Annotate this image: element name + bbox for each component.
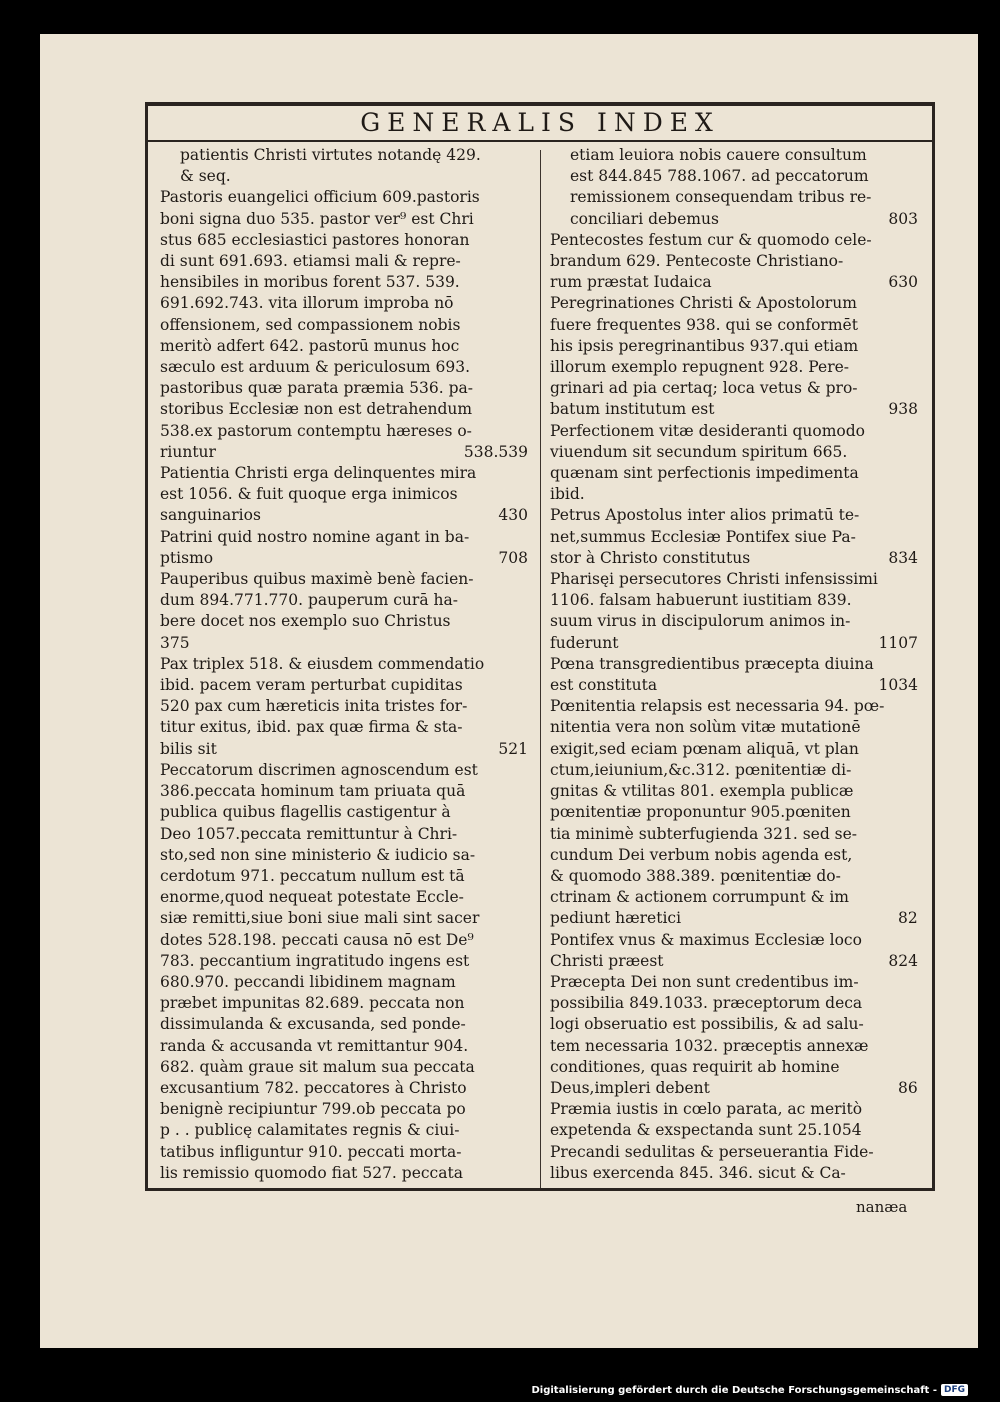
entry-line: 1106. falsam habuerunt iustitiam 839. — [550, 591, 852, 610]
entry-line: præbet impunitas 82.689. peccata non — [160, 994, 465, 1013]
entry-line: etiam leuiora nobis cauere consultum — [570, 146, 867, 164]
entry-last-line — [160, 505, 528, 526]
entry-line: ibid. pacem veram perturbat cupiditas — [160, 676, 463, 695]
entry-line: est 844.845 788.1067. ad peccatorum — [570, 167, 869, 186]
entry-text: rum præstat Iudaica — [550, 273, 712, 292]
index-entry — [550, 293, 918, 420]
entry-line: stus 685 ecclesiastici pastores honoran — [160, 230, 470, 249]
page-reference: 938 — [888, 400, 918, 419]
entry-line: meritò adfert 642. pastorū munus hoc — [160, 336, 460, 355]
entry-line: 386.peccata hominum tam priuata quā — [160, 782, 466, 801]
entry-line: siæ remitti,siue boni siue mali sint sacer — [160, 909, 480, 928]
frame-rule-right — [932, 102, 935, 1190]
entry-line: exigit,sed eciam pœnam aliquā, vt plan — [550, 739, 859, 758]
entry-text: pediunt hæretici — [550, 909, 682, 928]
page-reference: 1034 — [878, 676, 918, 695]
entry-line: libus exercenda 845. 346. sicut & Ca- — [550, 1163, 846, 1182]
entry-line: expetenda & exspectanda sunt 25.1054 — [550, 1121, 862, 1140]
entry-line: Deo 1057.peccata remittuntur à Chri- — [160, 824, 458, 843]
entry-line: quænam sint perfectionis impedimenta — [550, 464, 859, 483]
entry-last-line — [550, 548, 918, 569]
entry-last-line — [570, 209, 918, 230]
index-entry — [160, 463, 528, 527]
entry-line: 783. peccantium ingratitudo ingens est — [160, 951, 470, 970]
entry-line: sto,sed non sine ministerio & iudicio sa- — [160, 845, 476, 864]
entry-line: his ipsis peregrinantibus 937.qui etiam — [550, 336, 859, 355]
entry-line: gnitas & vtilitas 801. exempla publicæ — [550, 782, 854, 801]
entry-last-line: Deus,impleri debent 86 — [550, 1078, 918, 1097]
entry-line: offensionem, sed compassionem nobis — [160, 315, 461, 334]
entry-line: viuendum sit secundum spiritum 665. — [550, 442, 848, 461]
entry-line: 680.970. peccandi libidinem magnam — [160, 972, 456, 991]
index-entry — [550, 569, 918, 654]
index-entry — [550, 1099, 918, 1141]
left-column — [160, 145, 528, 1187]
entry-line: net,summus Ecclesiæ Pontifex siue Pa- — [550, 527, 856, 546]
entry-line: enorme,quod nequeat potestate Eccle- — [160, 888, 464, 907]
entry-line: Præmia iustis in cœlo parata, ac meritò — [550, 1100, 863, 1119]
index-entry — [160, 569, 528, 654]
footer-text: Digitalisierung gefördert durch die Deutsche Forschungsgemeinschaft - — [531, 1384, 937, 1396]
index-entry — [550, 145, 918, 230]
entry-line: tatibus infliguntur 910. peccati morta- — [160, 1142, 462, 1161]
index-entry — [550, 421, 918, 506]
column-divider — [540, 150, 541, 1188]
entry-line: cundum Dei verbum nobis agenda est, — [550, 845, 853, 864]
entry-text: bilis sit — [160, 739, 217, 758]
entry-line: boni signa duo 535. pastor ver⁹ est Chri — [160, 209, 474, 228]
page-reference: 430 — [498, 506, 528, 525]
frame-rule-bottom — [145, 1188, 935, 1191]
entry-line: tem necessaria 1032. præceptis annexæ — [550, 1036, 869, 1055]
entry-line: suum virus in discipulorum animos in- — [550, 612, 851, 631]
entry-line: Petrus Apostolus inter alios primatū te- — [550, 506, 860, 525]
entry-line: pastoribus quæ parata præmia 536. pa- — [160, 379, 474, 398]
index-entry — [550, 696, 918, 929]
catchword: nanæa — [856, 1198, 908, 1216]
entry-text: conciliari debemus — [570, 209, 719, 228]
entry-line: Pastoris euangelici officium 609.pastoris — [160, 188, 480, 207]
entry-text: fuderunt — [550, 633, 619, 652]
entry-line: Pontifex vnus & maximus Ecclesiæ loco — [550, 930, 862, 949]
entry-line: dotes 528.198. peccati causa nō est De⁹ — [160, 930, 474, 949]
index-entry — [160, 654, 528, 760]
entry-line: possibilia 849.1033. præceptorum deca — [550, 994, 863, 1013]
frame-rule-top — [145, 102, 935, 106]
entry-line: cerdotum 971. peccatum nullum est tā — [160, 866, 465, 885]
index-entry — [160, 145, 528, 187]
entry-line: pœnitentiæ proponuntur 905.pœniten — [550, 803, 851, 822]
entry-line: 538.ex pastorum contemptu hæreses o- — [160, 421, 472, 440]
entry-text: est constituta — [550, 676, 658, 695]
page-reference: 521 — [498, 739, 528, 758]
entry-line: 691.692.743. vita illorum improba nō — [160, 294, 454, 313]
index-entry — [160, 527, 528, 569]
entry-text: sanguinarios — [160, 506, 261, 525]
entry-line: Pentecostes festum cur & quomodo cele- — [550, 230, 872, 249]
entry-line: p . . publicę calamitates regnis & ciui- — [160, 1121, 460, 1140]
entry-line: Precandi sedulitas & perseuerantia Fide- — [550, 1142, 874, 1161]
entry-line: hensibiles in moribus forent 537. 539. — [160, 273, 460, 292]
entry-line: conditiones, quas requirit ab homine — [550, 1057, 840, 1076]
page-reference: 824 — [888, 951, 918, 970]
page-reference: 834 — [888, 548, 918, 567]
frame-rule-left — [145, 102, 148, 1190]
entry-line: patientis Christi virtutes notandę 429. — [180, 146, 481, 164]
entry-line: brandum 629. Pentecoste Christiano- — [550, 252, 844, 271]
entry-last-line — [160, 442, 528, 463]
entry-line: di sunt 691.693. etiamsi mali & repre- — [160, 252, 461, 271]
index-entry — [550, 972, 918, 1099]
entry-line: Præcepta Dei non sunt credentibus im- — [550, 972, 859, 991]
entry-line: storibus Ecclesiæ non est detrahendum — [160, 400, 473, 419]
entry-last-line — [160, 548, 528, 569]
index-entry — [550, 230, 918, 294]
index-entry — [550, 930, 918, 972]
entry-last-line — [550, 272, 918, 293]
index-entry — [550, 505, 918, 569]
entry-line: 682. quàm graue sit malum sua peccata — [160, 1057, 475, 1076]
entry-line: benignè recipiuntur 799.ob peccata po — [160, 1100, 466, 1119]
entry-line: ibid. — [550, 485, 585, 504]
dfg-logo: DFG — [941, 1384, 968, 1396]
entry-last-line: pediunt hæretici 82 — [550, 909, 918, 928]
entry-line: & quomodo 388.389. pœnitentiæ do- — [550, 866, 841, 885]
entry-line: ctrinam & actionem corrumpunt & im — [550, 888, 850, 907]
page-reference: 1107 — [878, 633, 918, 652]
entry-last-line — [160, 739, 528, 760]
entry-last-line — [550, 951, 918, 972]
running-header: GENERALIS INDEX — [360, 108, 720, 137]
entry-line: grinari ad pia certaq; loca vetus & pro- — [550, 379, 858, 398]
entry-line: Patientia Christi erga delinquentes mira — [160, 464, 477, 483]
entry-line: ctum,ieiunium,&c.312. pœnitentiæ di- — [550, 760, 852, 779]
entry-line: 520 pax cum hæreticis inita tristes for- — [160, 697, 468, 716]
entry-line: Peregrinationes Christi & Apostolorum — [550, 294, 857, 313]
entry-line: sæculo est arduum & periculosum 693. — [160, 358, 471, 377]
index-entry — [160, 760, 528, 1184]
entry-text: Christi præest — [550, 951, 664, 970]
entry-last-line — [550, 633, 918, 654]
entry-line: est 1056. & fuit quoque erga inimicos — [160, 485, 458, 504]
entry-line: illorum exemplo repugnent 928. Pere- — [550, 358, 850, 377]
entry-line: remissionem consequendam tribus re- — [570, 188, 872, 207]
entry-line: tia minimè subterfugienda 321. sed se- — [550, 824, 858, 843]
entry-line: Pax triplex 518. & eiusdem commendatio — [160, 654, 485, 673]
entry-line: excusantium 782. peccatores à Christo — [160, 1078, 467, 1097]
page-reference: 708 — [498, 548, 528, 567]
entry-line: Pauperibus quibus maximè benè facien- — [160, 570, 474, 589]
entry-line: 375 — [160, 633, 190, 652]
page-reference: 630 — [888, 273, 918, 292]
index-entry — [550, 654, 918, 696]
entry-line: Pœna transgredientibus præcepta diuina — [550, 654, 874, 673]
entry-line: Peccatorum discrimen agnoscendum est — [160, 760, 478, 779]
entry-text: batum institutum est — [550, 400, 715, 419]
entry-last-line — [550, 675, 918, 696]
entry-line: bere docet nos exemplo suo Christus — [160, 612, 451, 631]
entry-line: Pœnitentia relapsis est necessaria 94. pœ- — [550, 697, 885, 716]
entry-line: & seq. — [180, 167, 231, 186]
entry-line: publica quibus flagellis castigentur à — [160, 803, 451, 822]
entry-line: Patrini quid nostro nomine agant in ba- — [160, 527, 470, 546]
entry-text: ptismo — [160, 548, 214, 567]
page-reference: 538.539 — [463, 442, 528, 461]
entry-text: stor à Christo constitutus — [550, 548, 751, 567]
page-reference: 803 — [888, 209, 918, 228]
entry-line: lis remissio quomodo fiat 527. peccata — [160, 1163, 463, 1182]
entry-last-line — [550, 399, 918, 420]
entry-line: fuere frequentes 938. qui se conformēt — [550, 315, 858, 334]
entry-text: riuntur — [160, 442, 216, 461]
entry-text: Deus,impleri debent — [550, 1078, 710, 1097]
entry-line: logi obseruatio est possibilis, & ad salu- — [550, 1015, 864, 1034]
entry-line: titur exitus, ibid. pax quæ firma & sta- — [160, 718, 463, 737]
digitization-footer — [531, 1381, 968, 1399]
header-rule — [145, 140, 935, 142]
entry-line: Pharisęi persecutores Christi infensissimi — [550, 570, 878, 589]
entry-line: dum 894.771.770. pauperum curā ha- — [160, 591, 458, 610]
entry-line: nitentia vera non solùm vitæ mutationē — [550, 718, 861, 737]
index-entry — [160, 187, 528, 463]
entry-line: dissimulanda & excusanda, sed ponde- — [160, 1015, 466, 1034]
right-column — [550, 145, 918, 1187]
entry-line: randa & accusanda vt remittantur 904. — [160, 1036, 469, 1055]
entry-line: Perfectionem vitæ desideranti quomodo — [550, 421, 866, 440]
index-entry — [550, 1142, 918, 1184]
